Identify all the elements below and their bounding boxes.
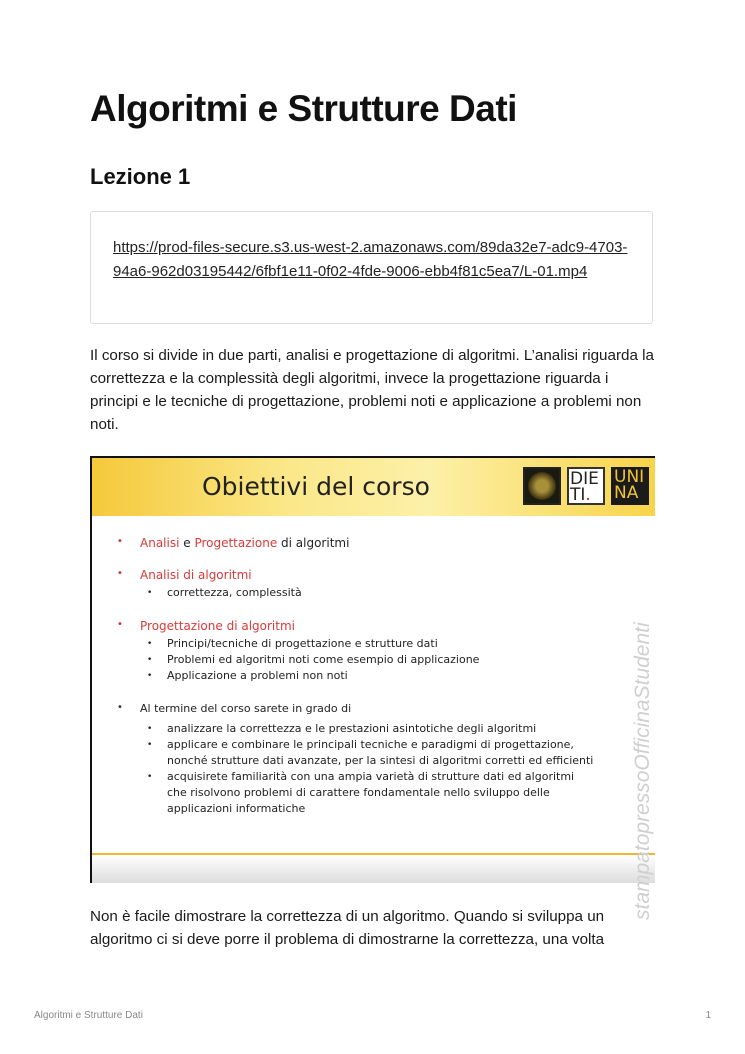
slide-subitem: • correttezza, complessità [167, 585, 655, 601]
slide-footer-bar [92, 853, 655, 883]
slide-sublist [117, 636, 655, 684]
intro-paragraph: Il corso si divide in due parti, analisi e progettazione di algoritmi. L’analisi riguarda la correttezza e la complessità degli algoritmi, invece la progettazione riguarda i principi e le tecniche di progettazione, problemi noti e applicazione a problemi non noti. [90, 347, 654, 433]
body-paragraph: Non è facile dimostrare la correttezza di un algoritmo. Quando si sviluppa un algoritmo ci si deve porre il problema di dimostrarne la correttezza, una volta [90, 908, 605, 948]
page-title: Algoritmi e Strutture Dati [90, 88, 517, 129]
slide-header [92, 458, 655, 516]
slide-bullet: • Analisi e Progettazione di algoritmi [117, 536, 655, 550]
slide-sublist [117, 721, 597, 817]
slide-subitem: • Applicazione a problemi non noti [167, 668, 655, 684]
section-heading: Lezione 1 [90, 164, 191, 189]
slide-bullet: • Progettazione di algoritmi [117, 619, 655, 633]
logos [523, 467, 649, 505]
slide-body [92, 516, 655, 817]
page-number: 1 [705, 1010, 711, 1021]
slide-title: Obiettivi del corso [202, 472, 430, 501]
slide-subitem: • acquisirete familiarità con una ampia varietà di strutture dati ed algoritmi che risolvono problemi di carattere fondamentale nello sviluppo delle applicazioni informatiche [167, 769, 597, 817]
footer-doc-title: Algoritmi e Strutture Dati [34, 1010, 143, 1021]
slide-subitem: • analizzare la correttezza e le prestazioni asintotiche degli algoritmi [167, 721, 597, 737]
slide-subitem: • Problemi ed algoritmi noti come esempio di applicazione [167, 652, 655, 668]
university-seal-logo [523, 467, 561, 505]
video-link[interactable]: https://prod-files-secure.s3.us-west-2.amazonaws.com/89da32e7-adc9-4703-94a6-962d03195442/6fbf1e11-0f02-4fde-9006-ebb4f81c5ea7/L-01.mp4 [113, 239, 628, 280]
slide-bullet: • Analisi di algoritmi [117, 568, 655, 582]
watermark: stampatopressoOfficinaStudenti [631, 622, 654, 920]
video-link-block [90, 211, 653, 324]
slide-subitem: • Principi/tecniche di progettazione e strutture dati [167, 636, 655, 652]
dieti-logo: DIE TI. [567, 467, 605, 505]
slide-image [90, 456, 655, 883]
slide-bullet: • Al termine del corso sarete in grado di [117, 702, 655, 715]
unina-logo: UNI NA [611, 467, 649, 505]
slide-subitem: • applicare e combinare le principali tecniche e paradigmi di progettazione, nonché strutture dati avanzate, per la sintesi di algoritmi corretti ed efficienti [167, 737, 597, 769]
slide-sublist [117, 585, 655, 601]
